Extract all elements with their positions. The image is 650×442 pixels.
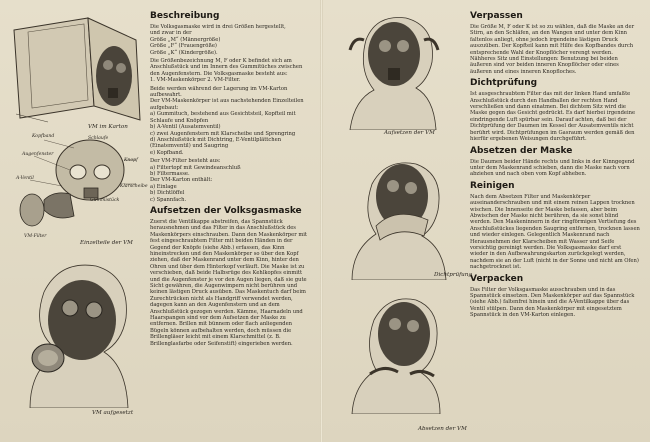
heading-reinigen: Reinigen [470, 180, 515, 191]
part-label-kopfband: Kopfband [32, 134, 55, 139]
caption-dichtpruefung: Dichtprüfung [434, 272, 472, 278]
verpacken-paragraph: Das Filter der Volksgasmaske ausschrauben und in das Spannstück einsetzen. Den Maskenkörper auf das Spannstück (siehe Abb.) faltenfrei hinein und die A-Ventilkappe über das Ventil stülpen. Dann den Maskenkörper mit eingesetztem Spannstück in den VM-Karton einlegen. [470, 286, 635, 319]
part-label-augenfenster: Augenfenster [22, 152, 54, 157]
heading-beschreibung: Beschreibung [150, 11, 220, 21]
caption-absetzen: Absetzen der VM [418, 426, 467, 432]
page-fold [320, 0, 323, 442]
part-label-gummistueck: Gummistück [90, 198, 120, 203]
part-label-schlaufe: Schlaufe [88, 136, 109, 141]
verpassen-illustration [340, 10, 444, 130]
verpassen-paragraph: Die Größe M, F oder K ist so zu wählen, daß die Maske an der Stirn, an den Schläfen, an den Wangen und unter dem Kinn faltenlos anliegt, ohne jedoch irgendeine lästigen Druck auszuüben. Der Kopfteil kann mit Hilfe des Kopfbandes durch entsprechende Wahl der Knopflöcher verengt werden. Nähheres Sitz und Einstellungen: Benutzung bei beiden äußeren sind vor beiden inneren Knopflöcher oder eines äußeren und eines inneren Knopfloches. [470, 24, 635, 75]
caption-verpassen: Aufsetzen der VM [384, 130, 435, 136]
case-illustration [8, 10, 148, 128]
part-label-klarscheibe: Klarscheibe [120, 184, 148, 189]
absetzen-illustration [340, 284, 450, 414]
caption-parts: Einzelteile der VM [80, 240, 133, 246]
dichtpruefung-illustration [336, 140, 466, 280]
heading-dichtpruefung: Dichtprüfung [470, 78, 538, 89]
part-label-vm-filter: VM-Filter [24, 234, 47, 239]
components-paragraph: Beide werden während der Lagerung im VM-Karton aufbewahrt. Der VM-Maskenkörper ist aus nachstehenden Einzelteilen aufgebaut: a) Gummituch, bestehend aus Gesichtsteil, Kopfteil mit Schlaufe und Knöpfen b) A-Ventil (Ausatemventil) c) zwei Augenfenstern mit Klarscheibe und Sprengring d) Anschlußstück mit Dichtring, E-Ventilplättchen (Einatemventil) und Saugring e) Kopfband. [150, 85, 304, 156]
heading-verpacken: Verpacken [470, 273, 524, 284]
fitted-mask-illustration [10, 258, 138, 408]
intro-paragraph: Die Volksgasmaske wird in drei Größen hergestellt, und zwar in der Größe „M“ (Männergröße) Größe „F“ (Frauengröße) Größe „K“ (Kindergröße). [150, 24, 286, 56]
right-text-column [470, 8, 640, 321]
reinigen-paragraph: Nach dem Absetzen Filter und Maskenkörper auseinanderschrauben und mit einem reinen Lappen trocknen wischen. Die Innenseite der Maske befassen, aber beim Abwischen der Maske nicht berühren, da sie sonst blind werden. Den Maskeninnern in der ringförmigen Vertiefung des Anschlußstückes liegenden Saugring entfernen, trocknen lassen und wieder einlegen. Gelegentlich Maskenrand nach Herausnehmen der Klarscheiben mit Wasser und Seife vorsichtig gereinigt werden. Die Volksgasmaske darf erst wieder in den Aufbewahrungskarton zurückgelegt werden, nachdem sie an der Luft (nicht in der Sonne und nicht am Ofen) nachgetrocknet ist. [470, 193, 640, 271]
caption-case: VM im Karton [88, 124, 128, 130]
dichtpruefung-paragraph: Ist ausgeschraubtem Filter das mit der linken Hand umfaßte Anschlußstück durch den Handballen der rechten Hand verschließen und dann einatmen. Bei dichtem Sitz wird die Maske gegen das Gesicht gedrückt. Es darf hierbei irgendeine eindringende Luft spürbar sein. Darauf achten, daß bei der Dichtprüfung der Daumen im Kessel der Ausatemventils nicht berührt wird. Dichtprüfungen im Gasraum werden gemäß den hierfür ergebenen Weisungen durchgeführt. [470, 91, 636, 143]
caption-fitted: VM aufgesetzt [92, 410, 134, 416]
part-label-a-ventil: A-Ventil [16, 176, 34, 181]
fitting-paragraph: Zuerst die Ventilkappe abstreifen, das Spannstück herausnehmen und das Filter in das Anschlußstück des Maskenkörpers einschrauben. Dann den Maskenkörper mit fest eingeschraubtem Filter mit beiden Händen in der Gegend der Knöpfe (siehe Abb.) erfassen, das Kinn hineinstrecken und den Maskenkörper so über den Kopf ziehen, daß der Maskenrand unter dem Kinn, hinter den Ohren und über dem Hinterkopf verläuft. Die Maske ist zu verschieben, daß beide Halbsrüge des Kehlkopfes einmitt und die Augenfenster je vor den Augen liegen, daß sie gute Sicht gewähren, die Augenwimpern nicht berühren und keinen lästigen Druck ausüben. Das Maskentuch darf beim Zurechtrücken nicht als Handgriff verwendet werden, dagegen kann an den Augenfenstern und an dem Anschlußstück gezogen werden. Kämme, Haarnadeln und Haarspangen sind vor dem Aufsetzen der Maske zu entfernen. Brillen mit bünnem oder flach anliegenden Bügeln können aufbehalten werden, doch müssen die Brillengläser leicht mit einem Klarschmittel (z. B. Brillenglasfarbe oder Seifenstift) eingerieben werden. [150, 218, 307, 347]
part-label-knopf: Knopf [124, 158, 138, 163]
heading-verpassen: Verpassen [470, 11, 523, 21]
heading-aufsetzen: Aufsetzen der Volksgasmaske [150, 205, 302, 216]
left-text-column [150, 8, 310, 349]
filter-paragraph: Der VM-Filter besteht aus: a) Filtertopf mit Gewindeanschluß b) Filtermasse. Der VM-Karton enthält: a) Einlage b) Dichtlöffel c) Spannfach. [150, 158, 241, 203]
sizes-paragraph: Die Größenbezeichnung M, F oder K befindet sich am Anschlußstück und im Innern des Gummitüches zwischen den Augenfenstern. Die Volksgasmaske besteht aus: 1. VM-Maskenkörper 2. VM-Filter. [150, 58, 303, 84]
absetzen-paragraph: Die Daumen beider Hände rechts und links in der Kinngegend unter dem Maskenrand schieben, dann die Maske nach vorn abziehen und nach oben vom Kopf abheben. [470, 158, 635, 178]
heading-absetzen: Absetzen der Maske [470, 145, 573, 156]
